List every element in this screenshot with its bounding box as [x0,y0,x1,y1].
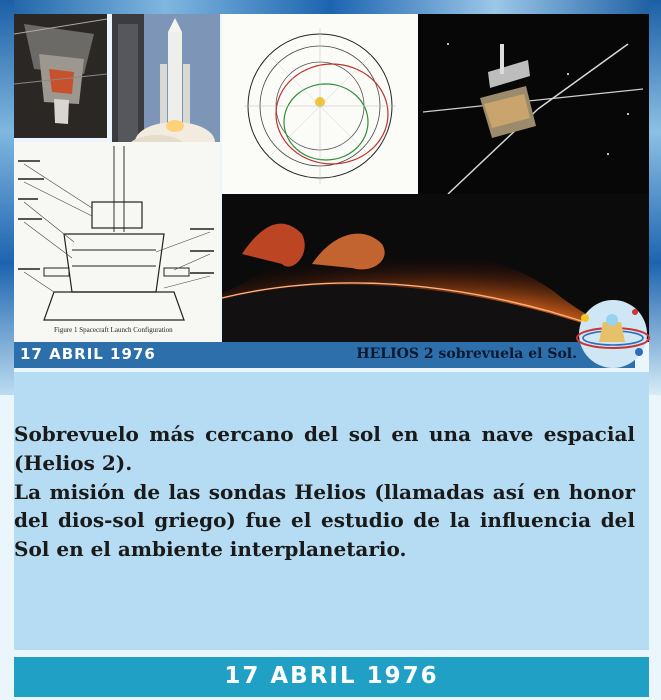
astronomy-logo-icon [573,296,651,374]
brush-stroke-left [0,0,14,395]
spacecraft-assembly-photo [14,14,107,138]
body-text [14,420,635,564]
body-paragraph-2: La misión de las sondas Helios (llamadas así en honor del dios-sol griego) fue el estudio de la influencia del Sol en el ambiente interplanetario. [14,479,635,562]
footer-bar [14,657,649,697]
headline: HELIOS 2 sobrevuela el Sol. [356,346,577,362]
rocket-launch-photo [112,14,220,159]
diagram-caption: Figure 1 Spacecraft Launch Configuration [54,326,173,334]
orbit-diagram [222,14,418,194]
body-paragraph-1: Sobrevuelo más cercano del sol en una nave espacial (Helios 2). [14,422,635,475]
header-date: 17 ABRIL 1976 [20,345,156,363]
footer-date: 17 ABRIL 1976 [224,663,439,689]
brush-stroke-top [0,0,661,14]
content-panel [14,372,649,650]
header-bar [14,342,635,368]
helios-spacecraft-image [418,14,649,194]
spacecraft-launch-diagram [14,142,220,342]
divider [0,650,661,657]
